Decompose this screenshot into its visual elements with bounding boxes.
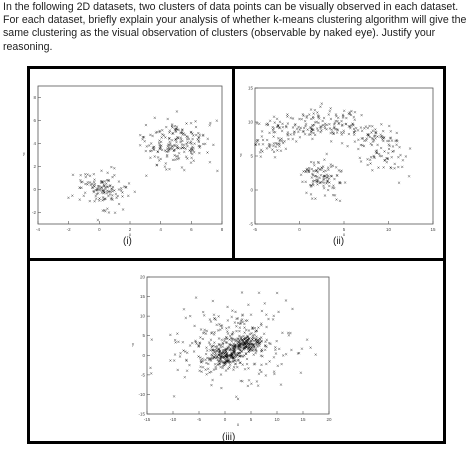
y-tick-label: 4	[33, 141, 36, 146]
y-tick-label: 0	[142, 352, 145, 358]
y-tick-label: -5	[248, 221, 253, 227]
x-tick-label: 10	[385, 227, 392, 232]
axes-box	[38, 86, 222, 224]
panel-label-ii: (ii)	[333, 236, 345, 247]
panel-label-iii: (iii)	[222, 432, 236, 443]
y-tick-label: 10	[139, 313, 145, 319]
y-tick-label: 8	[33, 95, 36, 100]
x-tick-label: 0	[298, 227, 301, 232]
x-tick-label: -4	[35, 227, 41, 232]
y-tick-label: 0	[33, 187, 36, 192]
panel-label-i: (i)	[123, 236, 132, 247]
x-tick-label: 10	[274, 417, 280, 422]
y-tick-label: 15	[247, 85, 253, 91]
x-tick-label: 15	[430, 227, 436, 232]
scatter-plot-iii	[125, 271, 337, 434]
y-tick-label: 6	[33, 118, 36, 123]
x-tick-label: -5	[252, 227, 258, 232]
x-tick-label: 5	[342, 227, 346, 232]
x-axis-label: x	[128, 232, 132, 237]
x-tick-label: -15	[143, 417, 151, 422]
x-tick-label: -10	[169, 417, 177, 422]
y-tick-label: 5	[142, 333, 145, 339]
y-axis-label: y	[131, 341, 135, 347]
y-tick-label: 15	[139, 294, 145, 300]
x-tick-label: 0	[223, 417, 227, 422]
x-tick-label: -5	[196, 417, 202, 422]
question-text: In the following 2D datasets, two clusters of data points can be visually observed in each dataset. For each dataset, briefly explain your analysis of whether k-means clustering algorithm will give the same clustering as the visual observation of clusters (observable by naked eye). Justify your reasoning.	[3, 1, 467, 53]
x-tick-label: 2	[128, 227, 132, 232]
x-tick-label: 8	[220, 227, 224, 232]
y-tick-label: 2	[33, 164, 36, 169]
x-axis-label: x	[342, 232, 346, 237]
x-axis-label: x	[236, 422, 240, 427]
y-tick-label: -5	[140, 372, 145, 378]
x-tick-label: 5	[249, 417, 253, 422]
y-tick-label: -2	[31, 210, 36, 215]
scatter-plot-i	[16, 80, 230, 244]
x-tick-label: -2	[66, 227, 71, 232]
scatter-plot-ii	[233, 82, 441, 244]
x-tick-label: 4	[159, 227, 162, 232]
y-tick-label: -10	[138, 391, 145, 397]
y-tick-label: 20	[139, 274, 145, 280]
y-axis-label: y	[22, 151, 26, 156]
y-tick-label: 0	[250, 187, 253, 193]
y-tick-label: 5	[250, 153, 253, 159]
y-tick-label: 10	[247, 119, 253, 125]
frame-divider-horizontal	[27, 258, 446, 261]
y-tick-label: -15	[138, 411, 145, 417]
x-tick-label: 15	[300, 417, 306, 422]
y-axis-label: y	[239, 152, 243, 157]
x-tick-label: 6	[190, 227, 193, 232]
x-tick-label: 20	[326, 417, 332, 422]
x-tick-label: 0	[98, 227, 101, 232]
